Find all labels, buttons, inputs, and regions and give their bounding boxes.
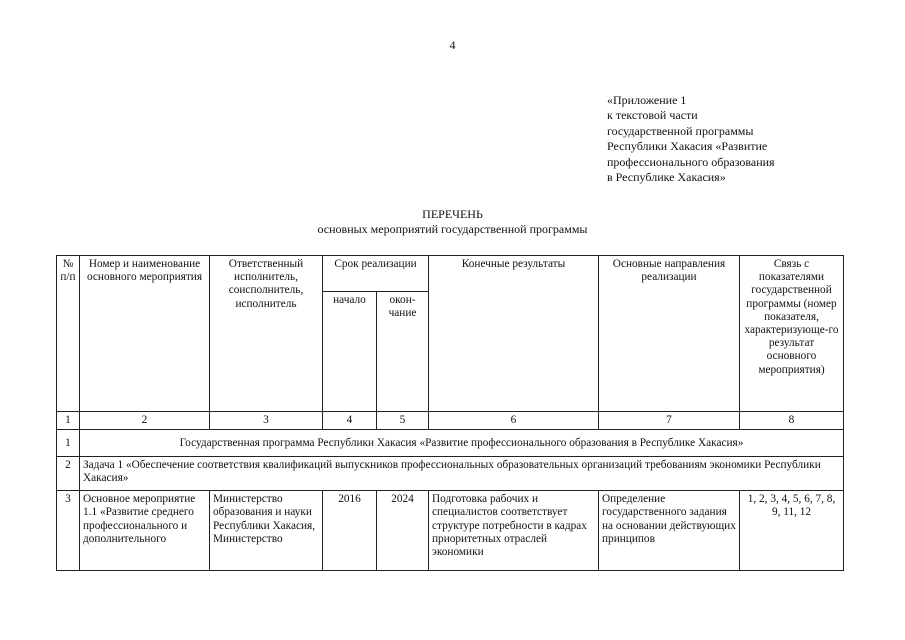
appendix-line: «Приложение 1 <box>607 93 687 107</box>
column-number: 5 <box>377 412 429 430</box>
header-responsible: Ответственный исполнитель, соисполнитель, исполнитель <box>210 256 323 412</box>
document-subtitle: основных мероприятий государственной программы <box>317 222 588 236</box>
row-number: 3 <box>57 491 80 571</box>
table-row <box>57 430 844 457</box>
header-name: Номер и наименование основного мероприятия <box>80 256 210 412</box>
header-start: начало <box>323 292 377 412</box>
document-heading <box>0 207 905 237</box>
header-num: № п/п <box>57 256 80 412</box>
table-row <box>57 457 844 491</box>
indicators-cell: 1, 2, 3, 4, 5, 6, 7, 8, 9, 11, 12 <box>740 491 844 571</box>
responsible-cell: Министерство образования и науки Республики Хакасия, Министерство <box>210 491 323 571</box>
appendix-line: к текстовой части <box>607 108 698 123</box>
end-year-cell: 2024 <box>377 491 429 571</box>
row-number: 2 <box>57 457 80 491</box>
appendix-line: в Республике Хакасия» <box>607 170 726 185</box>
directions-cell: Определение государственного задания на основании действующих принципов <box>599 491 740 571</box>
column-number: 7 <box>599 412 740 430</box>
start-year-cell: 2016 <box>323 491 377 571</box>
header-directions: Основные направления реализации <box>599 256 740 412</box>
header-indicators: Связь с показателями государственной программы (номер показателя, характеризующе-го результат основного мероприятия) <box>740 256 844 412</box>
results-cell: Подготовка рабочих и специалистов соответствует структуре потребности в кадрах приоритетных отраслей экономики <box>429 491 599 571</box>
header-term: Срок реализации <box>323 256 429 292</box>
header-results: Конечные результаты <box>429 256 599 412</box>
appendix-line: профессионального образования <box>607 154 775 169</box>
table-row <box>57 491 844 571</box>
measures-table <box>56 255 844 571</box>
column-number: 6 <box>429 412 599 430</box>
page-number: 4 <box>449 38 456 52</box>
document-title: ПЕРЕЧЕНЬ <box>422 207 483 221</box>
row-number: 1 <box>57 430 80 457</box>
column-number: 2 <box>80 412 210 430</box>
appendix-note <box>607 93 897 185</box>
header-end: окон-чание <box>377 292 429 412</box>
program-title-cell: Государственная программа Республики Хакасия «Развитие профессионального образования в Республике Хакасия» <box>80 430 844 457</box>
task-cell: Задача 1 «Обеспечение соответствия квалификаций выпускников профессиональных образовательных организаций требованиям экономики Республики Хакасия» <box>80 457 844 491</box>
column-number: 8 <box>740 412 844 430</box>
column-number: 4 <box>323 412 377 430</box>
measure-name-cell: Основное мероприятие 1.1 «Развитие среднего профессионального и дополнительного <box>80 491 210 571</box>
appendix-line: Республики Хакасия «Развитие <box>607 139 768 154</box>
column-number: 1 <box>57 412 80 430</box>
column-number: 3 <box>210 412 323 430</box>
appendix-line: государственной программы <box>607 123 754 138</box>
